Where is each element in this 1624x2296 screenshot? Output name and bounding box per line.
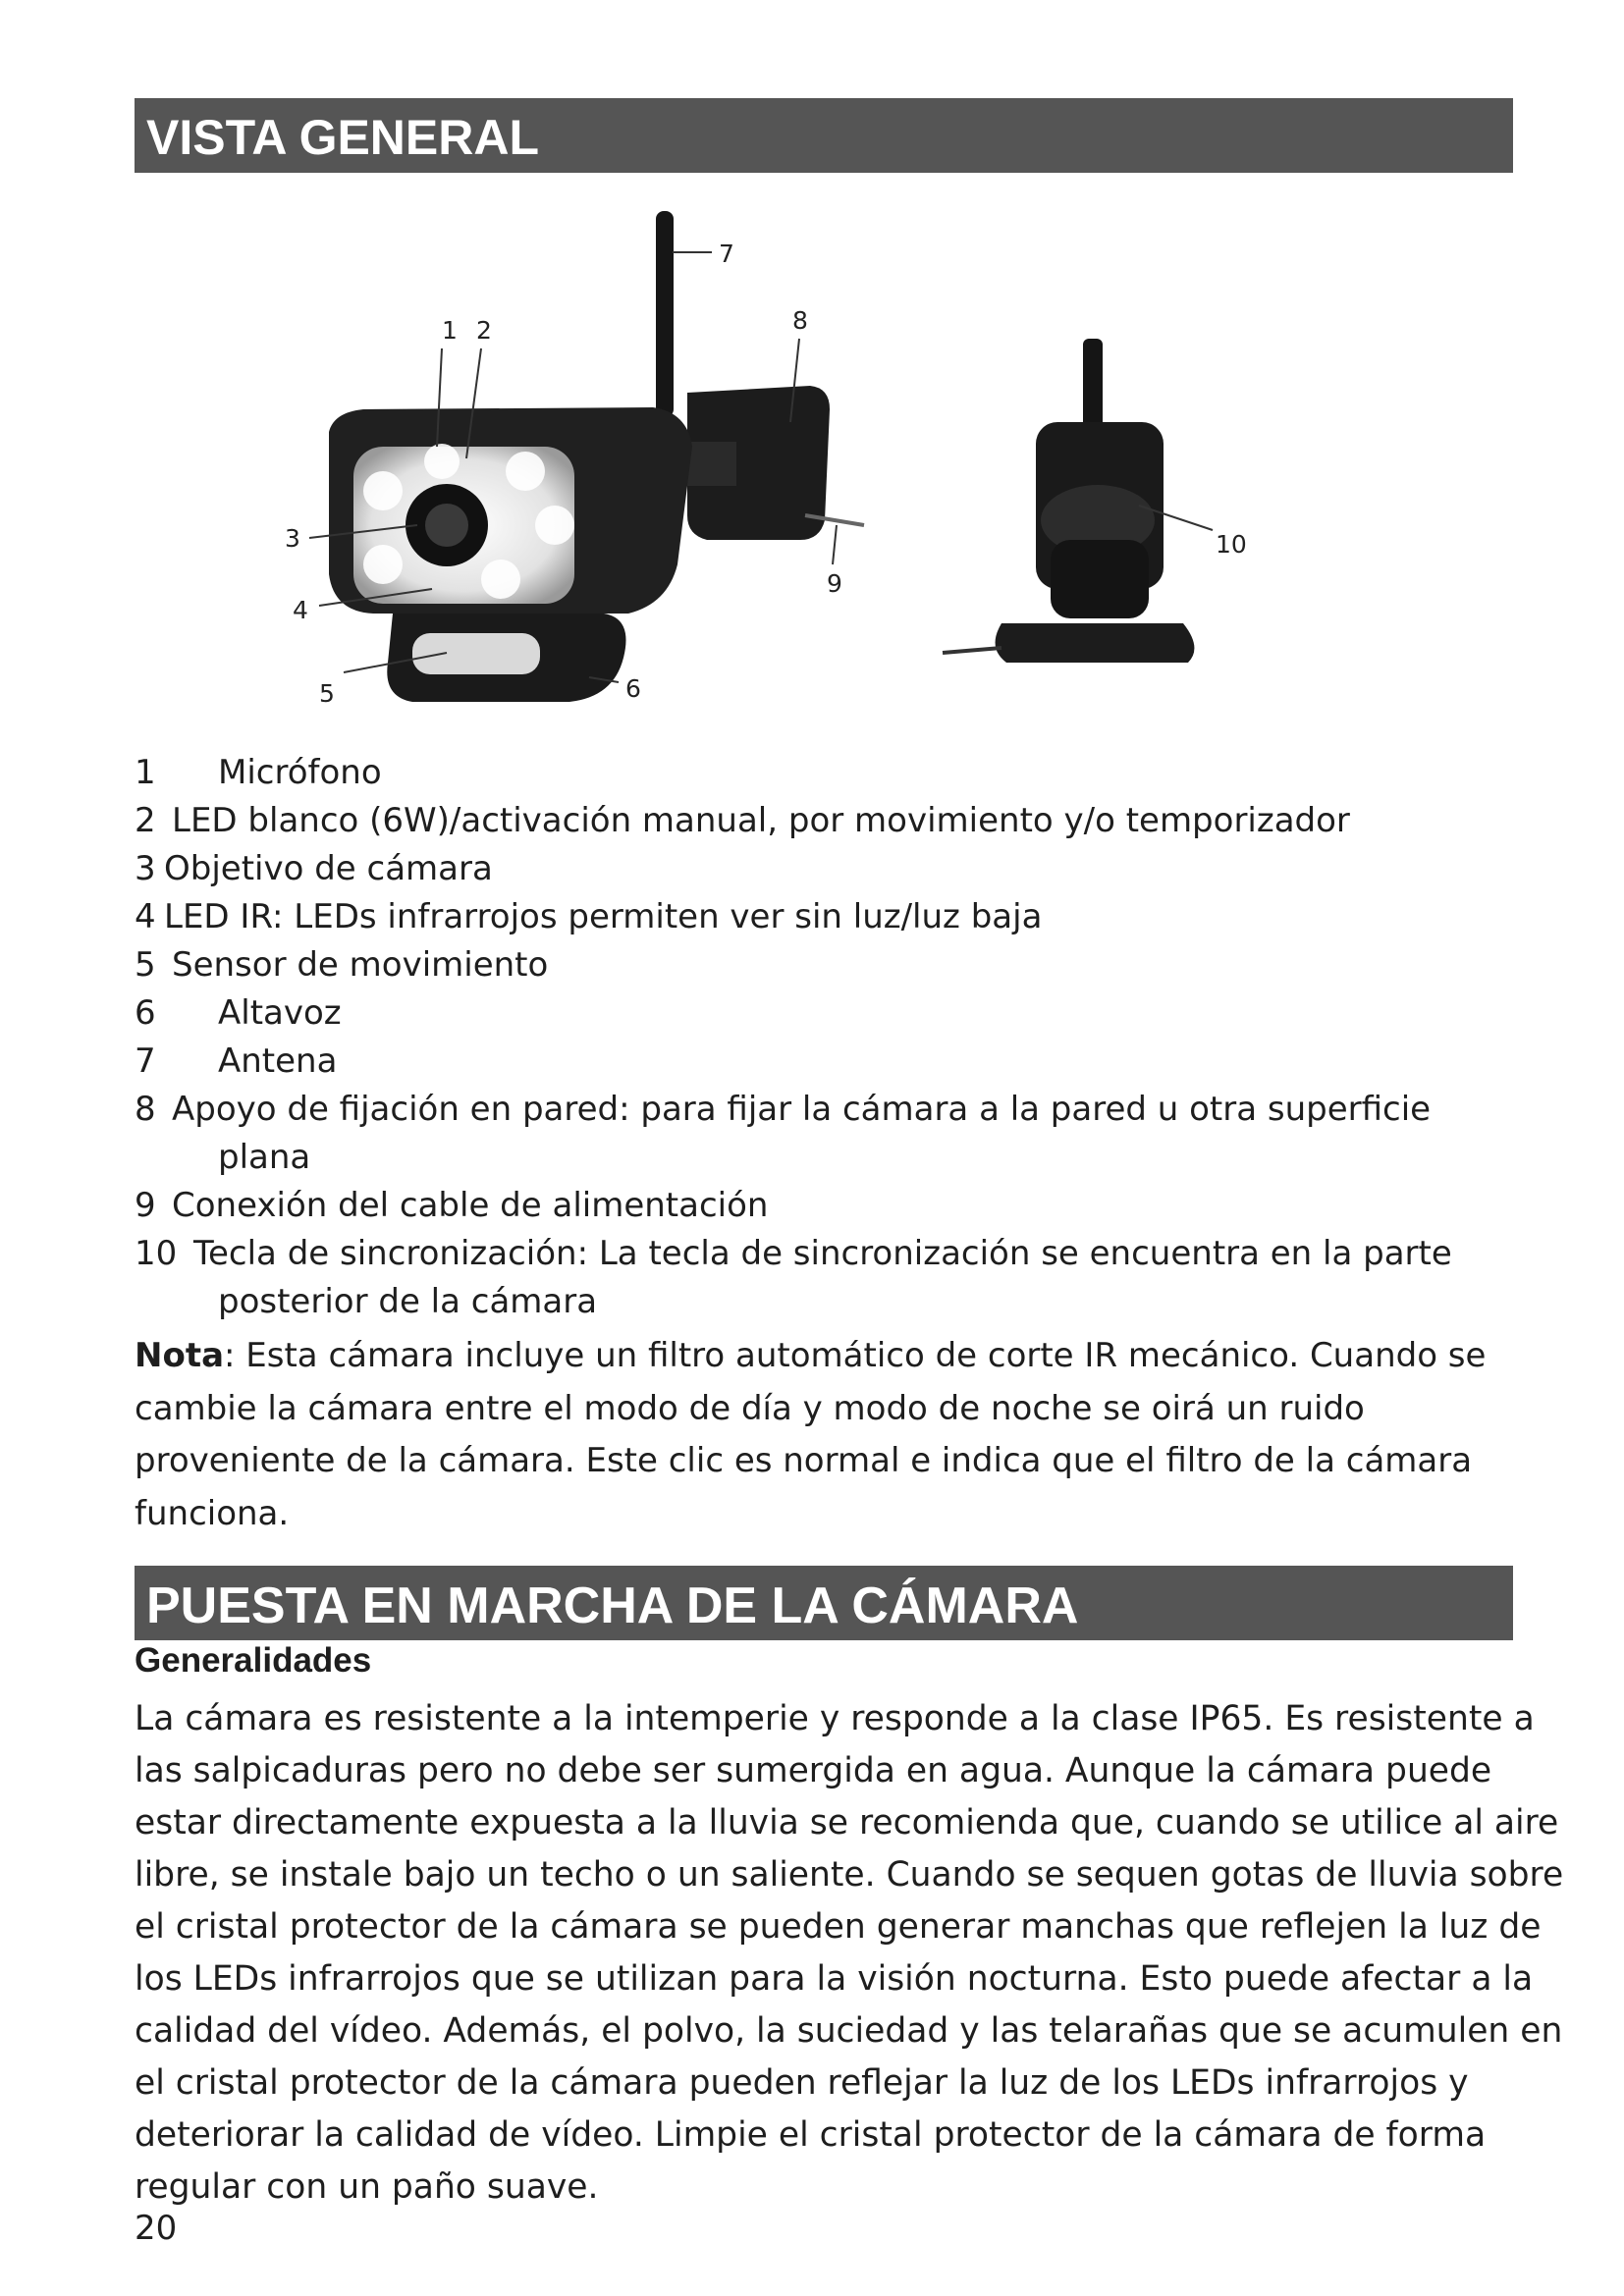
body-line: estar directamente expuesta a la lluvia se recomienda que, cuando se utilice al aire	[135, 1803, 1559, 1842]
callout-1: 1	[442, 316, 458, 345]
callout-7: 7	[719, 240, 734, 268]
callout-9: 9	[827, 569, 842, 598]
body-line: el cristal protector de la cámara pueden reflejar la luz de los LEDs infrarrojos y	[135, 2063, 1469, 2103]
note-label: Nota	[135, 1336, 225, 1375]
rear-camera-illustration	[943, 339, 1194, 663]
body-line: las salpicaduras pero no debe ser sumergida en agua. Aunque la cámara puede	[135, 1751, 1492, 1790]
legend-item: 4 LED IR: LEDs infrarrojos permiten ver sin luz/luz baja	[135, 897, 1043, 936]
callout-2: 2	[476, 316, 492, 345]
legend-item: 7 Antena	[135, 1041, 338, 1081]
note-paragraph	[135, 1330, 1509, 1540]
legend-item: 9 Conexión del cable de alimentación	[135, 1186, 769, 1225]
body-line: La cámara es resistente a la intemperie y responde a la clase IP65. Es resistente a	[135, 1699, 1535, 1738]
section-title-puesta-en-marcha: PUESTA EN MARCHA DE LA CÁMARA	[135, 1566, 1513, 1640]
callout-6: 6	[625, 674, 641, 703]
legend-item: 8 Apoyo de fijación en pared: para fijar la cámara a la pared u otra superficie	[135, 1090, 1432, 1129]
section-title-vista-general: VISTA GENERAL	[135, 98, 1513, 173]
legend-item: 1 Micrófono	[135, 753, 382, 792]
callout-10: 10	[1216, 530, 1247, 559]
motion-sensor-shape	[412, 633, 540, 674]
subheading-generalidades: Generalidades	[135, 1641, 372, 1680]
legend-item-continuation: posterior de la cámara	[218, 1282, 598, 1321]
antenna-shape	[656, 211, 674, 417]
body-line: calidad del vídeo. Además, el polvo, la suciedad y las telarañas que se acumulen en	[135, 2011, 1563, 2051]
legend-item: 5 Sensor de movimiento	[135, 945, 549, 985]
legend-item: 3 Objetivo de cámara	[135, 849, 493, 888]
legend-item-continuation: plana	[218, 1138, 311, 1177]
body-line: deteriorar la calidad de vídeo. Limpie el cristal protector de la cámara de forma	[135, 2115, 1487, 2155]
note-text: : Esta cámara incluye un filtro automático de corte IR mecánico. Cuando se cambie la cámara entre el modo de día y modo de noche se oirá un ruido proveniente de la cámara. Este clic es normal e indica que el filtro de la cámara funciona.	[135, 1336, 1487, 1533]
callout-3: 3	[285, 524, 300, 553]
legend-item: 10 Tecla de sincronización: La tecla de sincronización se encuentra en la parte	[135, 1234, 1452, 1273]
legend-item: 2 LED blanco (6W)/activación manual, por movimiento y/o temporizador	[135, 801, 1350, 840]
callout-5: 5	[319, 679, 335, 708]
body-line: regular con un paño suave.	[135, 2167, 599, 2207]
body-line: libre, se instale bajo un techo o un saliente. Cuando se sequen gotas de lluvia sobre	[135, 1855, 1564, 1895]
callout-4: 4	[293, 596, 308, 624]
body-paragraph	[135, 1693, 1564, 2214]
callout-8: 8	[792, 306, 808, 335]
page-number: 20	[135, 2209, 178, 2248]
legend-item: 6 Altavoz	[135, 993, 342, 1033]
front-camera-illustration	[329, 211, 864, 702]
camera-overview-figure	[275, 201, 1276, 751]
body-line: el cristal protector de la cámara se pueden generar manchas que reflejen la luz de	[135, 1907, 1542, 1947]
body-line: los LEDs infrarrojos que se utilizan para la visión nocturna. Esto puede afectar a la	[135, 1959, 1534, 1999]
